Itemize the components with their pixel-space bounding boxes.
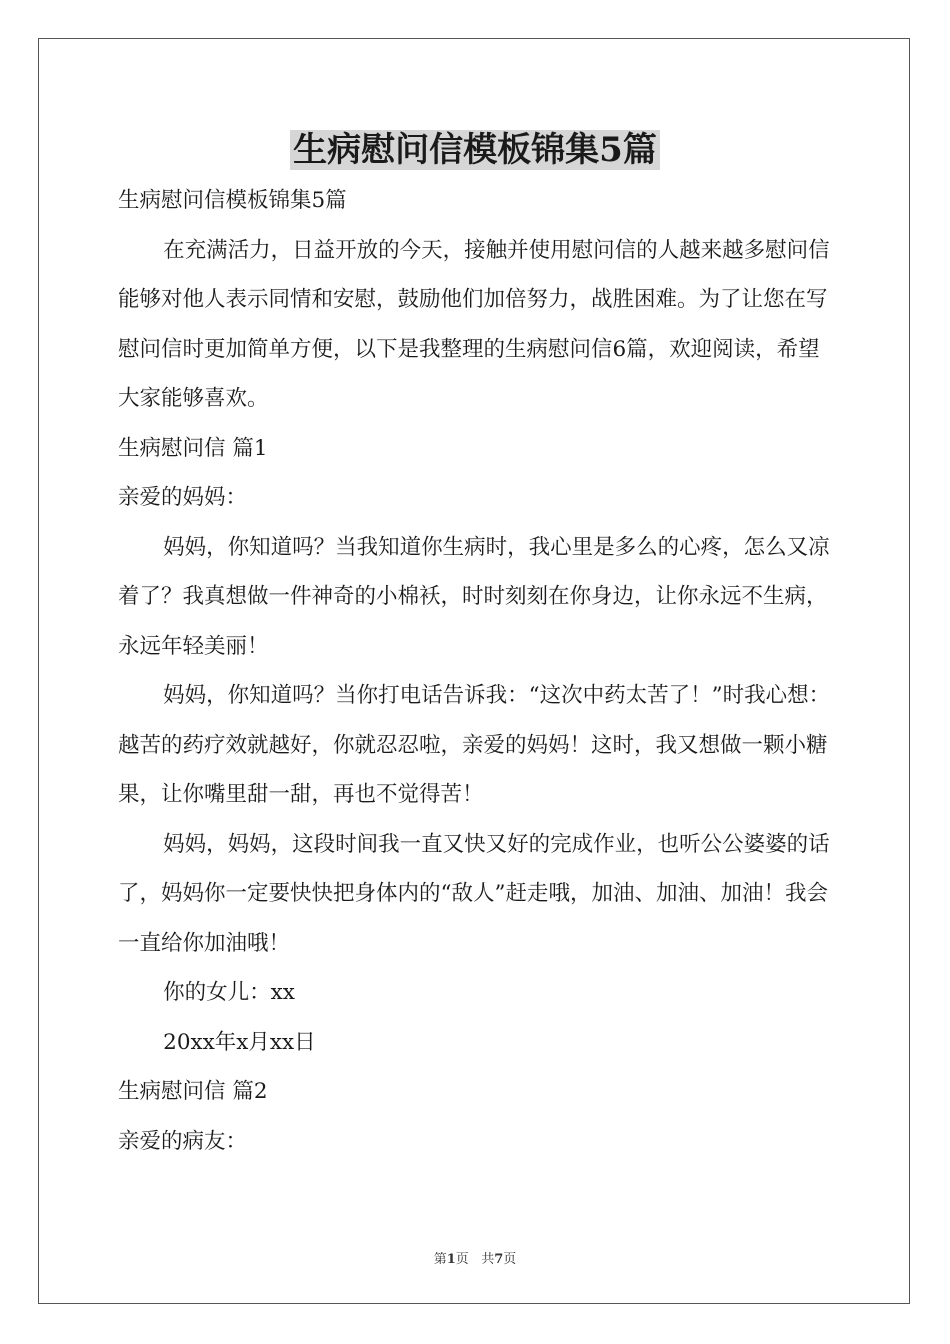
paragraph: 妈妈，你知道吗？当你打电话告诉我：“这次中药太苦了！”时我心想：越苦的药疗效就越好，你就忍忍啦，亲爱的妈妈！这时，我又想做一颗小糖果，让你嘴里甜一甜，再也不觉得苦！ bbox=[118, 683, 831, 807]
paragraph: 在充满活力，日益开放的今天，接触并使用慰问信的人越来越多慰问信能够对他人表示同情和安慰，鼓励他们加倍努力，战胜困难。为了让您在写慰问信时更加简单方便，以下是我整理的生病慰问信6篇，欢迎阅读，希望大家能够喜欢。 bbox=[118, 237, 830, 411]
section-heading: 生病慰问信 篇1 bbox=[118, 435, 268, 461]
paragraph: 妈妈，妈妈，这段时间我一直又快又好的完成作业，也听公公婆婆的话了，妈妈你一定要快快把身体内的“敌人”赶走哦，加油、加油、加油！我会一直给你加油哦！ bbox=[118, 831, 830, 956]
page-footer bbox=[0, 1248, 950, 1267]
footer-page-number: 1 bbox=[446, 1252, 456, 1267]
signature: 你的女儿：xx bbox=[163, 980, 295, 1005]
date-line: 20xx年x月xx日 bbox=[163, 1029, 316, 1055]
salutation: 亲爱的妈妈： bbox=[118, 485, 248, 510]
paragraph: 妈妈，你知道吗？当我知道你生病时，我心里是多么的心疼，怎么又凉着了？我真想做一件神奇的小棉袄，时时刻刻在你身边，让你永远不生病，永远年轻美丽！ bbox=[118, 534, 830, 659]
document-body bbox=[118, 176, 834, 1166]
document-title bbox=[0, 126, 950, 174]
footer-page-prefix: 第 bbox=[433, 1252, 447, 1267]
footer-total-prefix: 共 bbox=[481, 1252, 495, 1267]
salutation: 亲爱的病友： bbox=[118, 1128, 248, 1154]
footer-page-suffix: 页 bbox=[455, 1252, 469, 1267]
document-title-text: 生病慰问信模板锦集5篇 bbox=[290, 130, 660, 170]
section-heading: 生病慰问信 篇2 bbox=[118, 1079, 268, 1104]
paragraph: 生病慰问信模板锦集5篇 bbox=[118, 188, 347, 213]
footer-total-pages: 7 bbox=[494, 1252, 504, 1267]
footer-total-suffix: 页 bbox=[503, 1252, 517, 1267]
